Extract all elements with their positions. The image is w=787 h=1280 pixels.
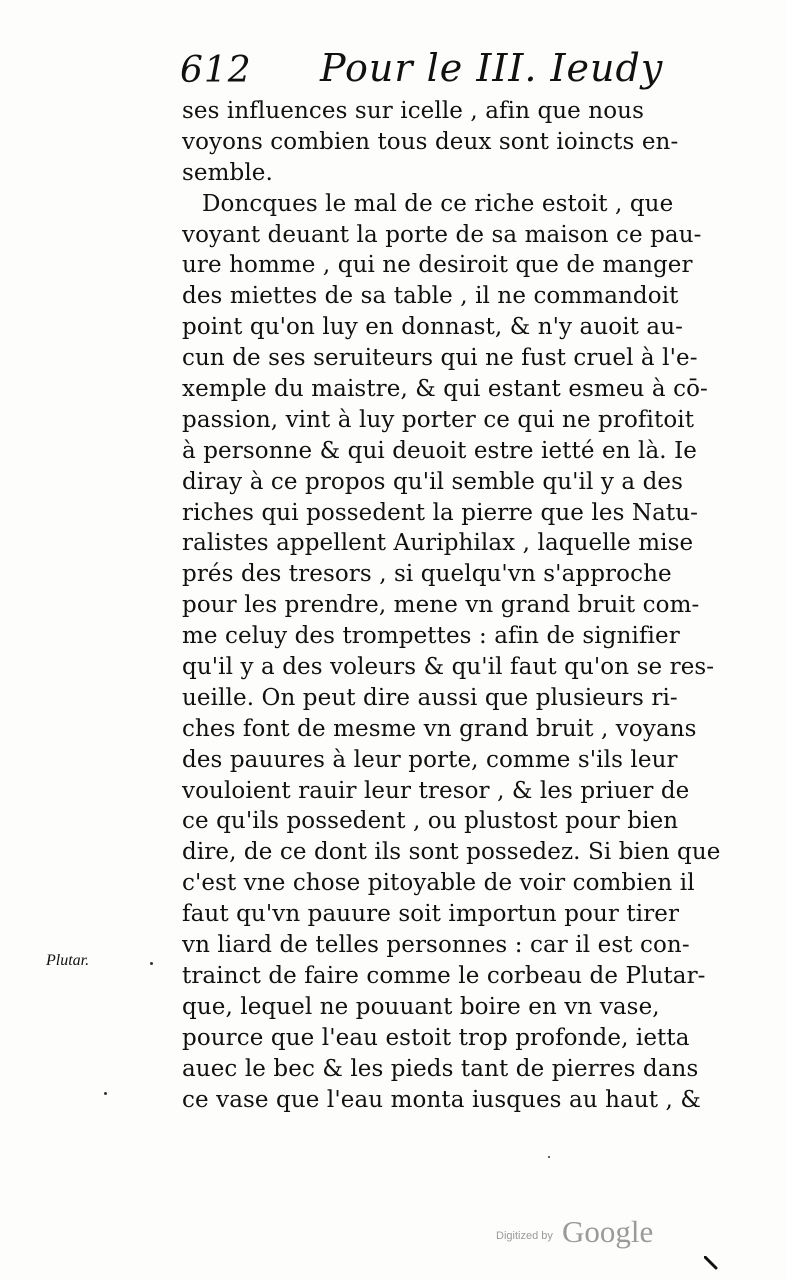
digitized-by-label: Digitized by <box>496 1230 553 1242</box>
text-line: ce vase que l'eau monta iusques au haut , & <box>182 1086 701 1113</box>
page-header <box>180 42 664 98</box>
text-line: ralistes appellent Auriphilax , laquelle mise <box>182 530 694 557</box>
marginal-note: Plutar. <box>46 952 90 969</box>
text-line: vn liard de telles personnes : car il est con- <box>182 932 690 959</box>
text-line: passion, vint à luy porter ce qui ne profitoit <box>182 406 695 433</box>
text-line: cun de ses seruiteurs qui ne fust cruel à l'e- <box>182 345 698 372</box>
text-line: trainct de faire comme le corbeau de Plutar- <box>182 962 706 989</box>
scan-corner-mark <box>704 1256 718 1270</box>
text-line: à personne & qui deuoit estre ietté en là. Ie <box>182 437 698 464</box>
text-line: pource que l'eau estoit trop profonde, ietta <box>182 1024 690 1051</box>
ink-speck <box>104 1092 107 1095</box>
text-line: auec le bec & les pieds tant de pierres dans <box>182 1055 699 1082</box>
text-line: qu'il y a des voleurs & qu'il faut qu'on se res- <box>182 654 715 681</box>
page-number: 612 <box>180 50 252 91</box>
text-line: faut qu'vn pauure soit importun pour tirer <box>182 901 680 928</box>
text-line: ses influences sur icelle , afin que nous <box>182 98 644 124</box>
text-line: des miettes de sa table , il ne commandoit <box>182 283 679 310</box>
text-line: prés des tresors , si quelqu'vn s'approche <box>182 561 672 588</box>
text-line: dire, de ce dont ils sont possedez. Si bien que <box>182 839 721 866</box>
text-line: vouloient rauir leur tresor , & les priuer de <box>182 777 690 804</box>
text-line: que, lequel ne pouuant boire en vn vase, <box>182 993 660 1020</box>
text-line: ueille. On peut dire aussi que plusieurs ri- <box>182 684 678 711</box>
text-line: xemple du maistre, & qui estant esmeu à cō- <box>182 376 708 403</box>
text-line: c'est vne chose pitoyable de voir combien il <box>182 870 695 897</box>
google-watermark: Google <box>562 1214 654 1249</box>
text-line: diray à ce propos qu'il semble qu'il y a des <box>182 468 684 495</box>
text-line: semble. <box>182 159 273 186</box>
text-line: des pauures à leur porte, comme s'ils leur <box>182 746 678 773</box>
text-line: Doncques le mal de ce riche estoit , que <box>202 190 674 217</box>
ink-speck <box>548 1156 550 1158</box>
text-line: voyons combien tous deux sont ioincts en- <box>182 128 679 155</box>
body-text <box>182 96 721 1115</box>
text-line: pour les prendre, mene vn grand bruit com- <box>182 592 700 619</box>
text-line: ches font de mesme vn grand bruit , voyans <box>182 715 697 742</box>
text-line: voyant deuant la porte de sa maison ce pau- <box>182 221 702 248</box>
ink-speck <box>150 962 153 965</box>
text-line: ure homme , qui ne desiroit que de manger <box>182 252 693 279</box>
text-line: me celuy des trompettes : afin de signifier <box>182 623 680 650</box>
text-line: riches qui possedent la pierre que les Natu- <box>182 499 699 526</box>
text-line: ce qu'ils possedent , ou plustost pour bien <box>182 808 679 835</box>
text-line: point qu'on luy en donnast, & n'y auoit au- <box>182 314 684 341</box>
running-head: Pour le III. Ieudy <box>320 46 664 90</box>
